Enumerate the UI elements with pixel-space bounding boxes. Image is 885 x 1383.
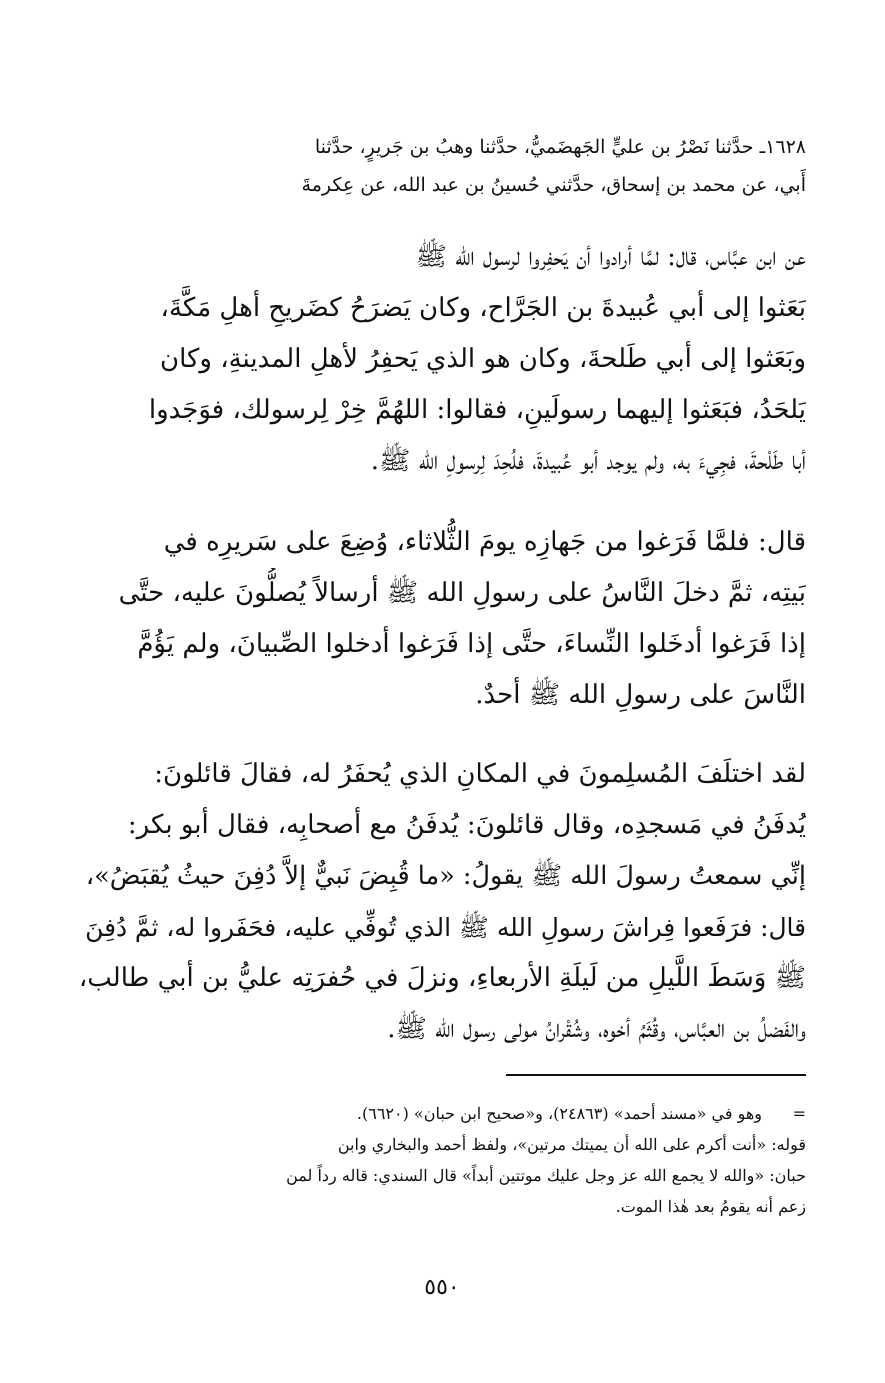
text-line: وبَعَثوا إلى أبي طَلحةَ، وكان هو الذي يَحفِرُ لأهلِ المدينةِ، وكان (159, 344, 806, 374)
text-line: إنِّي سمعتُ رسولَ الله ﷺ يقولُ: «ما قُبِضَ نَبيٌّ إلاَّ دُفِنَ حيثُ يُقبَضُ»، (85, 861, 806, 891)
text-line: عن ابن عبَّاس، قال: لمَّا أرادوا أن يَحفِروا لرسول الله ﷺ (415, 242, 806, 272)
page-number: ٥٥٠ (424, 1275, 460, 1300)
text-line: أبا طَلْحةَ، فجِيءَ به، ولم يوجد أبو عُبيدةَ، فلُحِدَ لِرسولِ الله ﷺ. (370, 446, 806, 476)
text-line: بَعَثوا إلى أبي عُبيدةَ بن الجَرَّاح، وكان يَضرَحُ كضَريحِ أهلِ مَكَّةَ، (160, 293, 806, 323)
hadith-paragraph-2 (78, 517, 806, 721)
isnad-line: أَبي، عن محمد بن إسحاق، حدَّثني حُسينُ بن عبد الله، عن عِكرمةَ (301, 174, 806, 196)
text-line: قال: فلمَّا فَرَغوا من جَهازِه يومَ الثُّلاثاء، وُضِعَ على سَريرِه في (163, 527, 806, 557)
hadith-paragraph-3 (78, 749, 806, 1055)
footnotes (78, 1098, 806, 1222)
footnote-line: زعم أنه يقومُ بعد هٰذا الموت. (615, 1197, 806, 1216)
text-line: لقد اختلَفَ المُسلِمونَ في المكانِ الذي يُحفَرُ له، فقالَ قائلونَ: (154, 759, 806, 789)
hadith-paragraph-1 (78, 232, 806, 487)
footnote-line: قوله: «أنت أكرم على الله أن يميتك مرتين»، ولفظ أحمد والبخاري وابن (337, 1135, 806, 1154)
text-line: إذا فَرَغوا أدخَلوا النِّساءَ، حتَّى إذا فَرَغوا أدخلوا الصِّبيانَ، ولم يَؤُمَّ (137, 629, 806, 659)
footnote-line: حبان: «والله لا يجمع الله عز وجل عليك موتتين أبداً» قال السندي: قاله رداً لمن (286, 1166, 806, 1185)
text-line: والفَضلُ بن العبَّاس، وقُثَمُ أخوه، وشُقْرانُ مولى رسول الله ﷺ. (387, 1014, 806, 1044)
text-line: قال: فرَفَعوا فِراشَ رسولِ الله ﷺ الذي تُوفِّي عليه، فحَفَروا له، ثمَّ دُفِنَ (85, 913, 806, 942)
footnote-continuation-mark: = (792, 1104, 806, 1123)
isnad-line: ١٦٢٨ـ حدَّثنا نَصْرُ بن عليٍّ الجَهضَميُّ، حدَّثنا وهبُ بن جَريرٍ، حدَّثنا (314, 136, 806, 158)
footnote-line: وهو في «مسند أحمد» (٢٤٨٦٣)، و«صحيح ابن حبان» (٦٦٢٠). (356, 1104, 762, 1123)
text-line: يَلحَدُ، فبَعَثوا إليهما رسولَينِ، فقالوا: اللهُمَّ خِرْ لِرسولك، فوَجَدوا (148, 395, 806, 425)
text-line: النَّاسَ على رسولِ الله ﷺ أحدٌ. (475, 680, 806, 710)
footnote-separator (506, 1074, 806, 1076)
text-line: يُدفَنُ في مَسجدِه، وقال قائلونَ: يُدفَنُ مع أصحابِه، فقال أبو بكر: (127, 810, 806, 840)
text-line: بَيتِه، ثمَّ دخلَ النَّاسُ على رسولِ الله ﷺ أرسالاً يُصلُّونَ عليه، حتَّى (118, 578, 806, 608)
hadith-isnad (78, 128, 806, 204)
text-line: ﷺ وَسَطَ اللَّيلِ من لَيلَةِ الأربعاءِ، ونزلَ في حُفرَتِه عليُّ بن أبي طالب، (78, 963, 806, 993)
